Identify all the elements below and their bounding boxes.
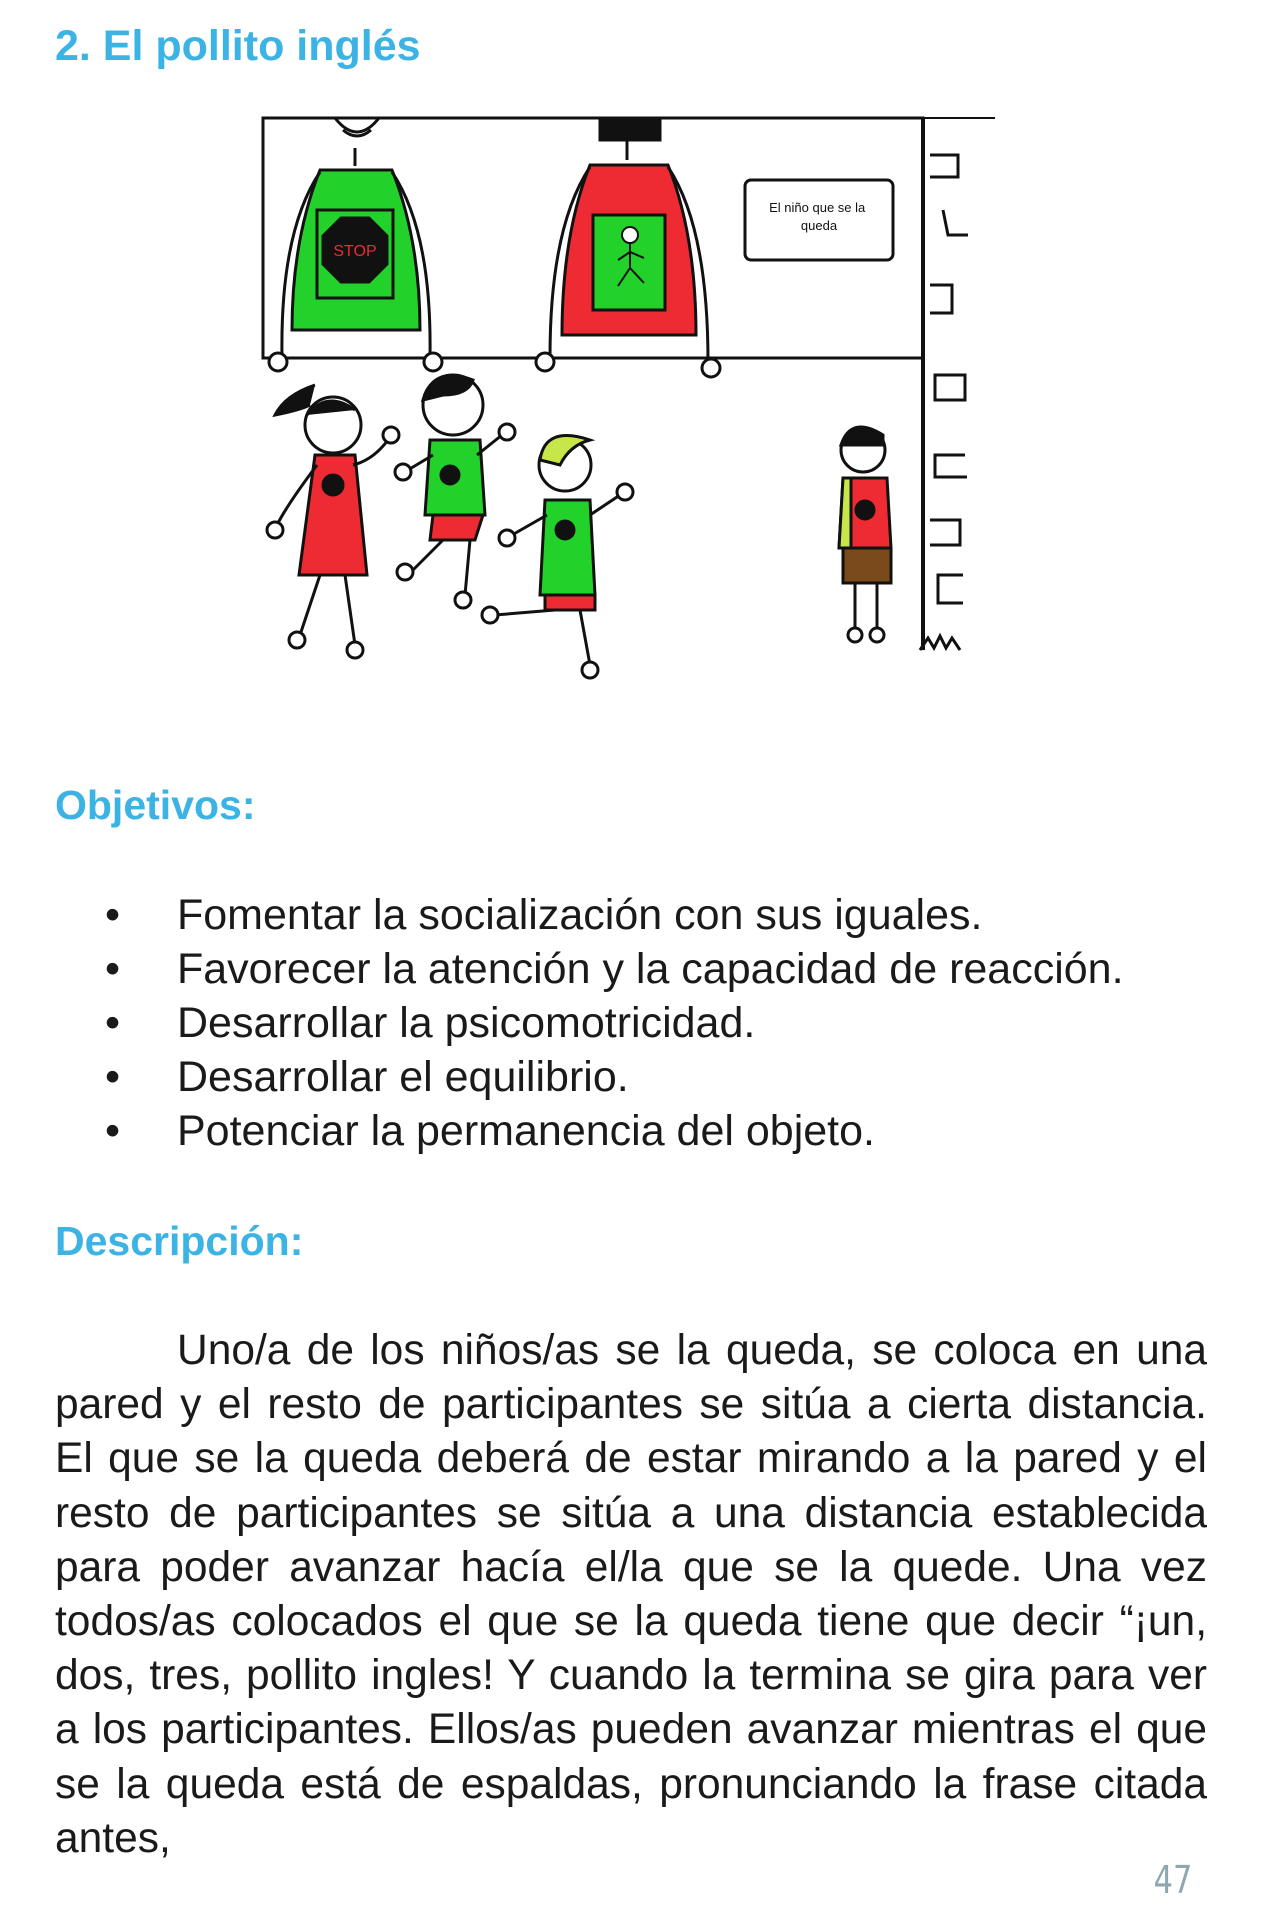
list-item: • Desarrollar la psicomotricidad.	[105, 999, 756, 1047]
game-illustration	[255, 110, 995, 700]
seeker-sign-text: El niño que se la queda	[769, 200, 866, 233]
list-item: • Potenciar la permanencia del objeto.	[105, 1107, 875, 1155]
list-item: • Favorecer la atención y la capacidad de reacción.	[105, 945, 1124, 993]
description-heading: Descripción:	[55, 1218, 304, 1264]
page-title: 2. El pollito inglés	[55, 22, 421, 70]
seeker-child	[839, 427, 891, 642]
list-item: • Desarrollar el equilibrio.	[105, 1053, 629, 1101]
go-character	[536, 118, 720, 377]
child-girl-red	[267, 385, 399, 658]
wall-bricks	[920, 155, 968, 650]
description-paragraph: Uno/a de los niños/as se la queda, se coloca en una pared y el resto de participantes se sitúa a cierta distancia. El que se la queda deberá de estar mirando a la pared y el resto de participantes se sitúa a una distancia establecida para poder avanzar hacía el/la que se la quede. Una vez todos/as colocados el que se la queda tiene que decir “¡un, dos, tres, pollito ingles! Y cuando la termina se gira para ver a los participantes. Ellos/as pueden avanzar mientras el que se la queda está de espaldas, pronunciando la frase citada antes,	[55, 1327, 1207, 1862]
page-number: 47	[1153, 1858, 1192, 1902]
objectives-list	[105, 888, 1205, 1158]
child-runner-green	[395, 375, 515, 608]
objectives-heading: Objetivos:	[55, 782, 256, 828]
list-item: • Fomentar la socialización con sus iguales.	[105, 891, 983, 939]
stop-sign-label: STOP	[333, 243, 377, 260]
child-blonde-green	[482, 436, 633, 679]
